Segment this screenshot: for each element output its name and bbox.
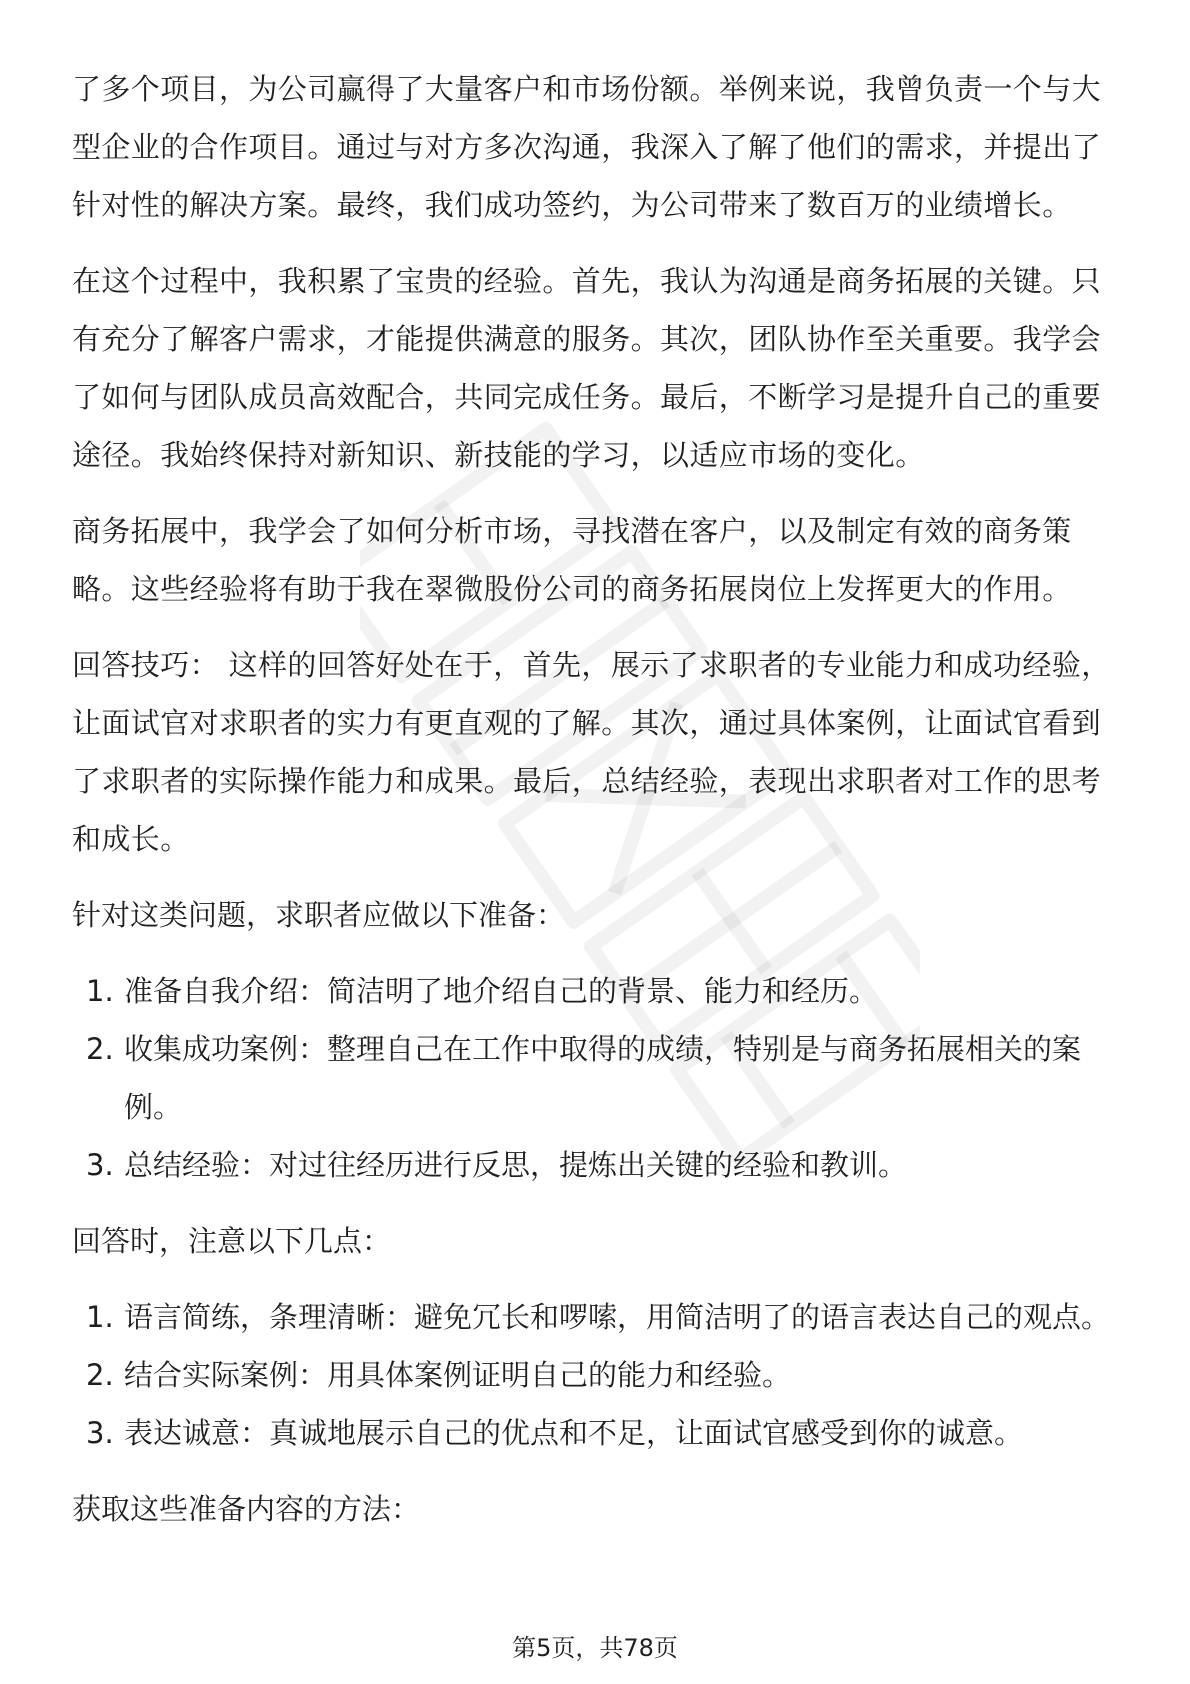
document-body bbox=[72, 60, 1128, 1556]
list-text: 结合实际案例：用具体案例证明自己的能力和经验。 bbox=[124, 1358, 792, 1392]
list-number: 1. bbox=[86, 974, 114, 1008]
paragraph-business-skills: 商务拓展中，我学会了如何分析市场，寻找潜在客户，以及制定有效的商务策略。这些经验将有助于我在翠微股份公司的商务拓展岗位上发挥更大的作用。 bbox=[72, 514, 1072, 606]
list-number: 3. bbox=[86, 1148, 114, 1182]
paragraph-answer-tips: 回答技巧： 这样的回答好处在于，首先，展示了求职者的专业能力和成功经验，让面试官对求职者的实力有更直观的了解。其次，通过具体案例，让面试官看到了求职者的实际操作能力和成果。最后，总结经验，表现出求职者对工作的思考和成长。 bbox=[72, 648, 1111, 856]
list-text: 总结经验：对过往经历进行反思，提炼出关键的经验和教训。 bbox=[124, 1148, 908, 1182]
list-text: 收集成功案例：整理自己在工作中取得的成绩，特别是与商务拓展相关的案例。 bbox=[124, 1032, 1082, 1124]
list-text: 表达诚意：真诚地展示自己的优点和不足，让面试官感受到你的诚意。 bbox=[124, 1416, 1024, 1450]
method-heading: 获取这些准备内容的方法： bbox=[72, 1492, 421, 1526]
list-item bbox=[72, 1020, 1128, 1136]
notes-heading: 回答时，注意以下几点： bbox=[72, 1224, 392, 1258]
page-number-footer: 第5页，共78页 bbox=[512, 1634, 678, 1662]
list-text: 准备自我介绍：简洁明了地介绍自己的背景、能力和经历。 bbox=[124, 974, 879, 1008]
list-item bbox=[72, 1404, 1128, 1462]
list-number: 1. bbox=[86, 1300, 114, 1334]
list-item bbox=[72, 1136, 1128, 1194]
notes-list bbox=[72, 1288, 1128, 1462]
list-item bbox=[72, 1346, 1128, 1404]
prep-list bbox=[72, 962, 1128, 1194]
list-item bbox=[72, 962, 1128, 1020]
paragraph-project-experience: 了多个项目，为公司赢得了大量客户和市场份额。举例来说，我曾负责一个与大型企业的合作项目。通过与对方多次沟通，我深入了解了他们的需求，并提出了针对性的解决方案。最终，我们成功签约，为公司带来了数百万的业绩增长。 bbox=[72, 72, 1102, 222]
list-number: 3. bbox=[86, 1416, 114, 1450]
paragraph-experience-gained: 在这个过程中，我积累了宝贵的经验。首先，我认为沟通是商务拓展的关键。只有充分了解客户需求，才能提供满意的服务。其次，团队协作至关重要。我学会了如何与团队成员高效配合，共同完成任务。最后，不断学习是提升自己的重要途径。我始终保持对新知识、新技能的学习，以适应市场的变化。 bbox=[72, 264, 1102, 472]
prep-heading: 针对这类问题，求职者应做以下准备： bbox=[72, 898, 566, 932]
list-number: 2. bbox=[86, 1358, 114, 1392]
list-item bbox=[72, 1288, 1128, 1346]
list-number: 2. bbox=[86, 1032, 114, 1066]
list-text: 语言简练，条理清晰：避免冗长和啰嗦，用简洁明了的语言表达自己的观点。 bbox=[124, 1300, 1111, 1334]
